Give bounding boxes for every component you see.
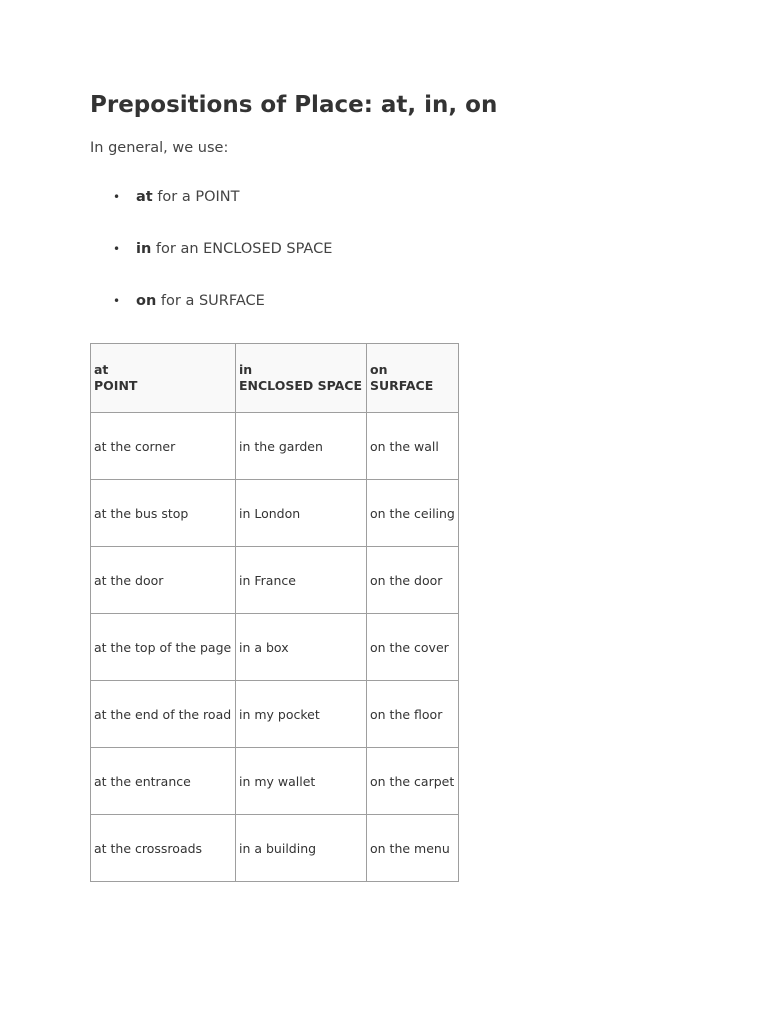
table-row (91, 748, 459, 815)
table-cell: at the door (91, 547, 236, 614)
table-cell: at the entrance (91, 748, 236, 815)
table-cell: in the garden (236, 413, 367, 480)
bullet-icon: • (113, 190, 121, 204)
table-row (91, 614, 459, 681)
table-cell: in London (236, 480, 367, 547)
bullet-item-in (90, 232, 332, 284)
table-cell: on the menu (367, 815, 459, 882)
page-title: Prepositions of Place: at, in, on (90, 92, 498, 118)
table-cell: on the carpet (367, 748, 459, 815)
header-preposition: on (370, 362, 388, 377)
header-cell-at (91, 344, 236, 413)
bullet-icon: • (113, 294, 121, 308)
table-cell: on the wall (367, 413, 459, 480)
table-row (91, 547, 459, 614)
bullet-item-on (90, 284, 332, 336)
bullet-text: for a SURFACE (156, 293, 265, 309)
table-cell: on the floor (367, 681, 459, 748)
header-preposition: at (94, 362, 109, 377)
table-cell: in a building (236, 815, 367, 882)
intro-text: In general, we use: (90, 140, 229, 156)
table-row (91, 413, 459, 480)
table-cell: at the top of the page (91, 614, 236, 681)
table-header-row (91, 344, 459, 413)
table-row (91, 681, 459, 748)
table-cell: in France (236, 547, 367, 614)
header-category: ENCLOSED SPACE (239, 378, 362, 393)
table-cell: in my wallet (236, 748, 367, 815)
bullet-keyword: on (136, 293, 157, 309)
table-cell: in a box (236, 614, 367, 681)
bullet-item-at (90, 180, 332, 232)
bullet-text: for an ENCLOSED SPACE (151, 241, 333, 257)
header-cell-on (367, 344, 459, 413)
bullet-text: for a POINT (152, 189, 240, 205)
bullet-list (90, 180, 332, 336)
table-cell: at the end of the road (91, 681, 236, 748)
table-row (91, 480, 459, 547)
table-cell: on the door (367, 547, 459, 614)
header-category: SURFACE (370, 378, 434, 393)
header-cell-in (236, 344, 367, 413)
bullet-keyword: at (136, 189, 153, 205)
bullet-icon: • (113, 242, 121, 256)
header-category: POINT (94, 378, 138, 393)
table-cell: on the cover (367, 614, 459, 681)
table-cell: at the crossroads (91, 815, 236, 882)
bullet-keyword: in (136, 241, 152, 257)
prepositions-table (90, 343, 459, 882)
table-row (91, 815, 459, 882)
table-cell: on the ceiling (367, 480, 459, 547)
table-cell: at the corner (91, 413, 236, 480)
header-preposition: in (239, 362, 253, 377)
table-cell: in my pocket (236, 681, 367, 748)
table-cell: at the bus stop (91, 480, 236, 547)
